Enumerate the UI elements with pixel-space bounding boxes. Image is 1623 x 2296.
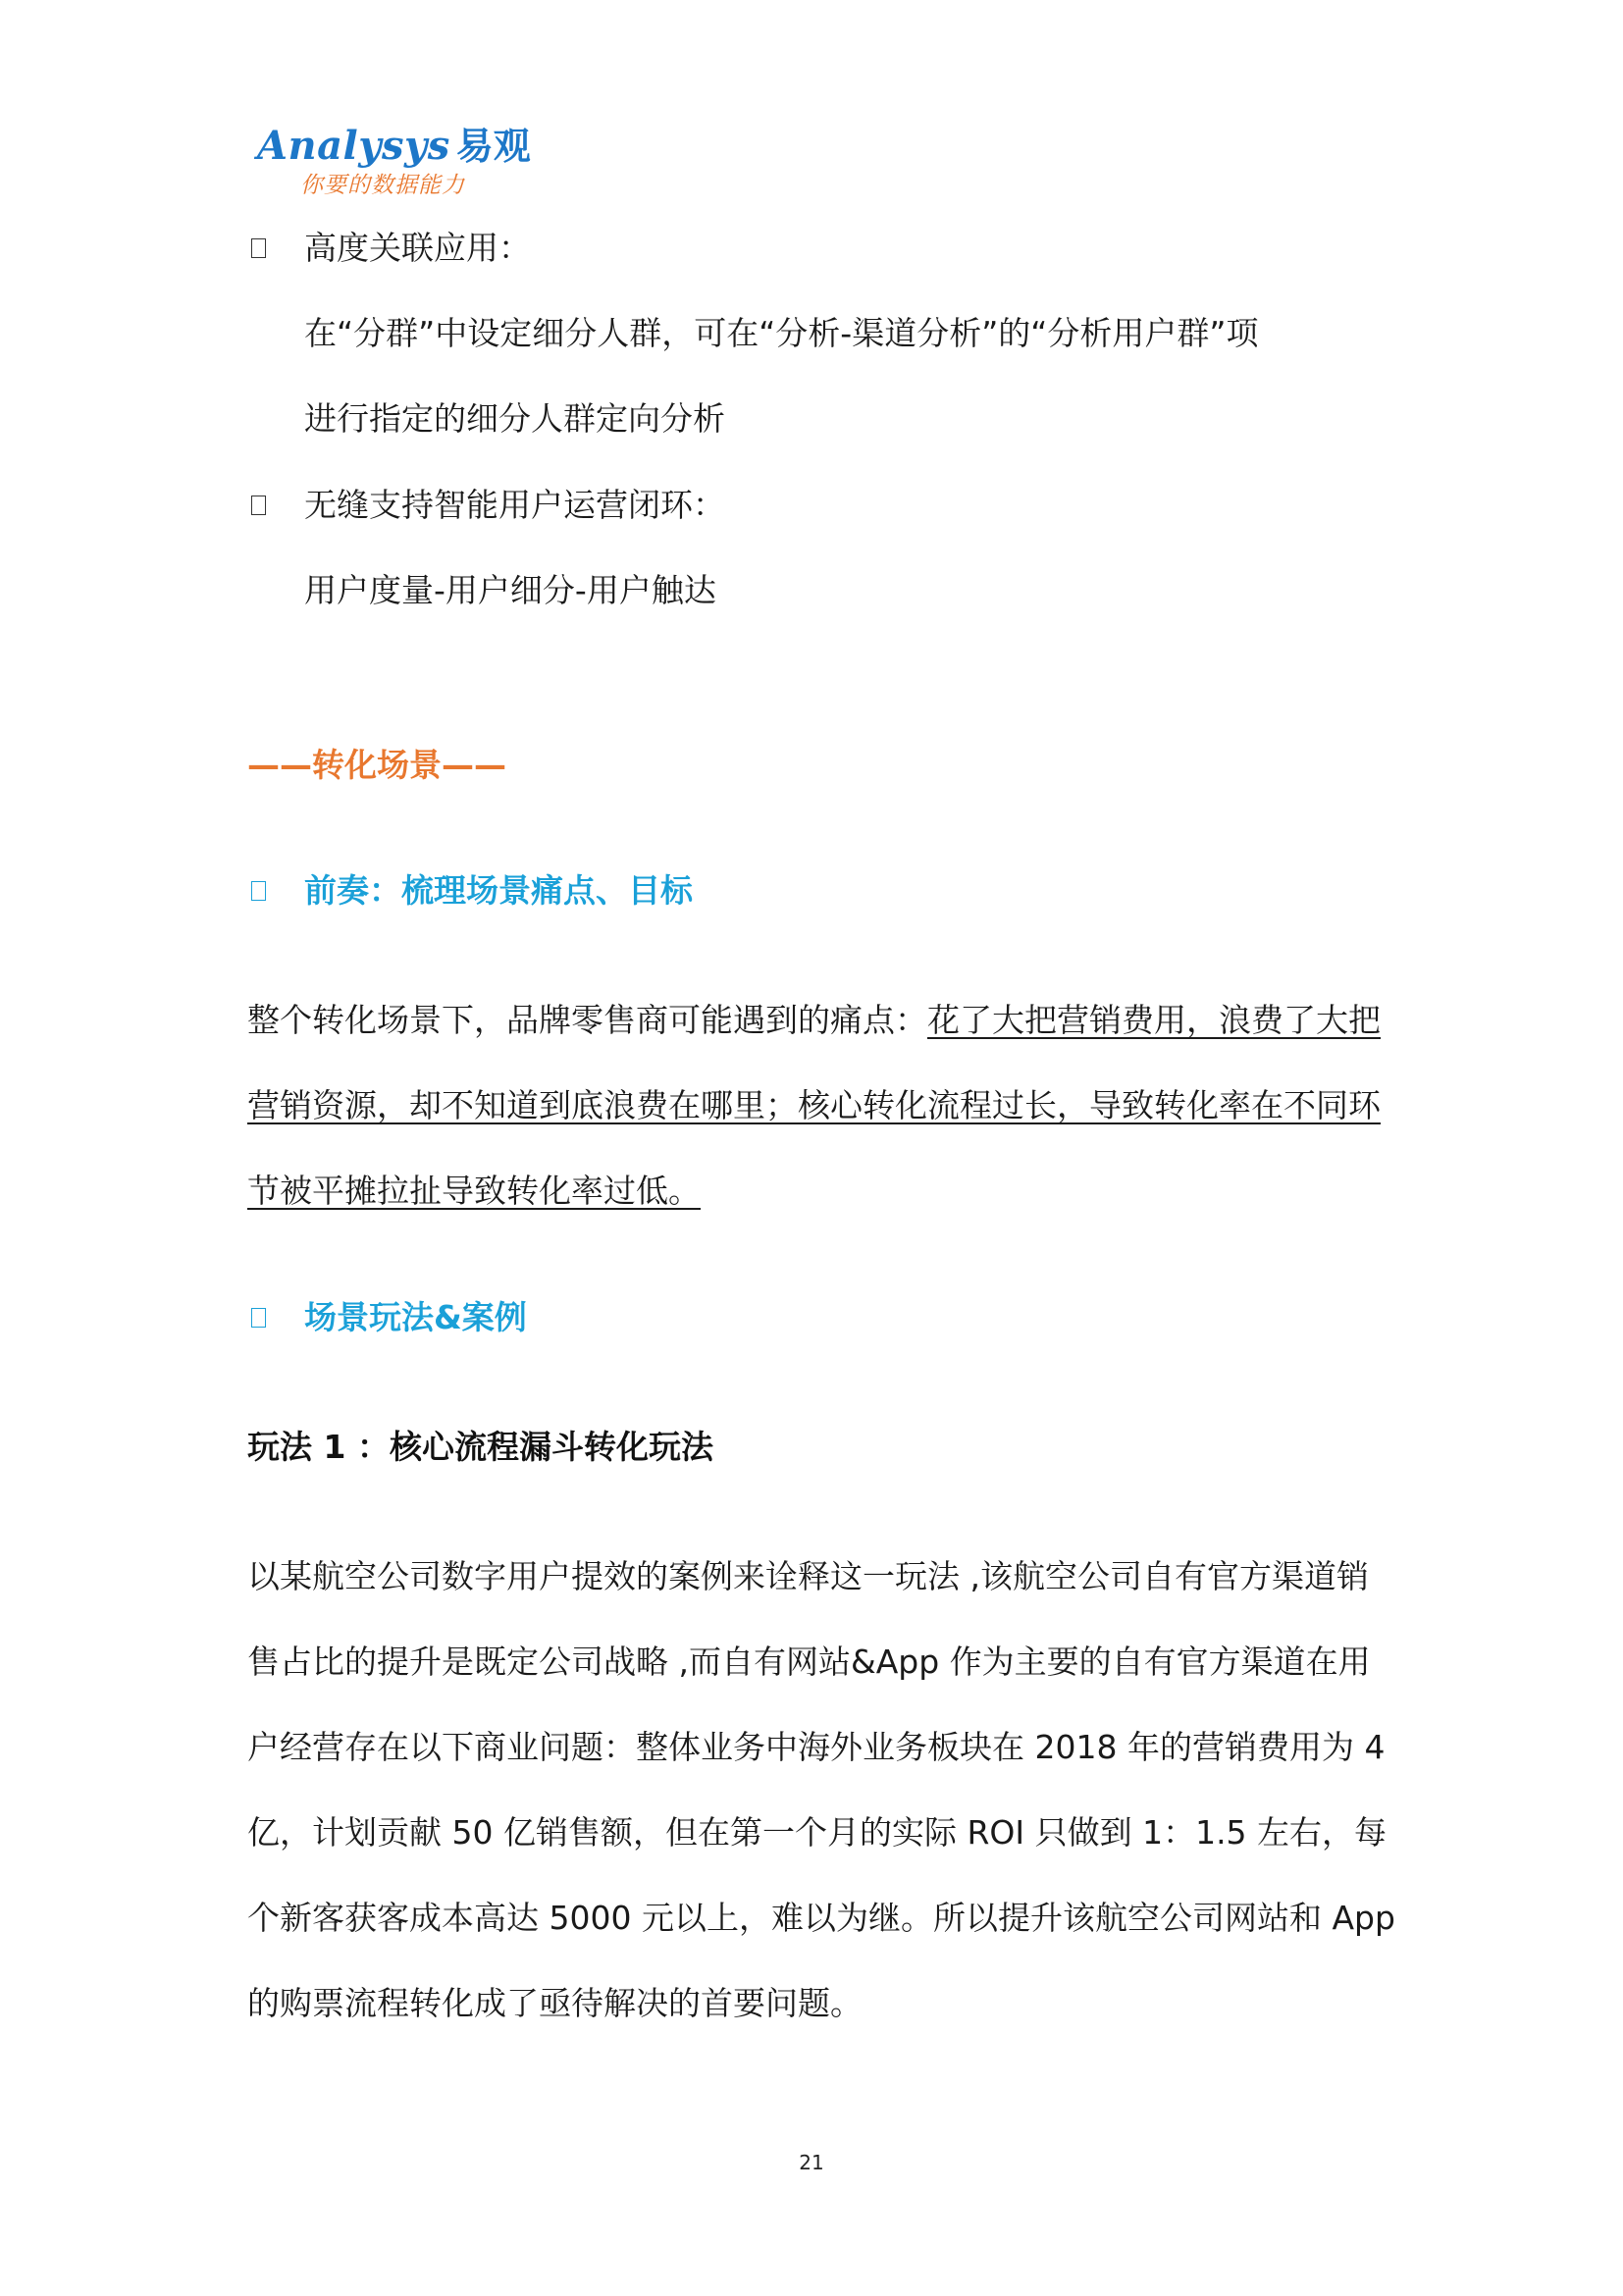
square-bullet-icon <box>251 1308 266 1328</box>
case-paragraph-line: 售占比的提升是既定公司战略 ,而自有网站&App 作为主要的自有官方渠道在用 <box>247 1643 1371 1681</box>
case-paragraph-line: 亿，计划贡献 50 亿销售额，但在第一个月的实际 ROI 只做到 1：1.5 左右，每 <box>247 1813 1387 1852</box>
heading-prelude: 前奏：梳理场景痛点、目标 <box>304 871 693 910</box>
case-paragraph-line: 的购票流程转化成了亟待解决的首要问题。 <box>247 1984 863 2022</box>
list-item-line: 进行指定的细分人群定向分析 <box>304 399 725 438</box>
pain-paragraph-line-3: 节被平摊拉扯导致转化率过低。 <box>247 1172 701 1210</box>
pain-paragraph-line-2: 营销资源，却不知道到底浪费在哪里；核心转化流程过长，导致转化率在不同环 <box>247 1086 1381 1124</box>
case-paragraph-line: 以某航空公司数字用户提效的案例来诠释这一玩法 ,该航空公司自有官方渠道销 <box>247 1557 1369 1595</box>
case-paragraph-line: 户经营存在以下商业问题：整体业务中海外业务板块在 2018 年的营销费用为 4 <box>247 1728 1386 1766</box>
heading-cases: 场景玩法&案例 <box>304 1298 527 1336</box>
pain-paragraph-line-1 <box>247 1001 1381 1040</box>
section-divider-title: ——转化场景—— <box>247 746 506 784</box>
list-item-title: 高度关联应用： <box>304 229 531 267</box>
square-bullet-icon <box>251 881 266 901</box>
logo-wordmark <box>257 116 531 167</box>
logo-slogan: 你要的数据能力 <box>300 173 465 198</box>
pain-intro: 整个转化场景下，品牌零售商可能遇到的痛点： <box>247 1001 927 1039</box>
case-paragraph-line: 个新客获客成本高达 5000 元以上，难以为继。所以提升该航空公司网站和 App <box>247 1899 1395 1937</box>
list-item-title: 无缝支持智能用户运营闭环： <box>304 486 725 524</box>
logo-chinese-name: 易观 <box>455 125 531 168</box>
page-number: 21 <box>799 2151 824 2174</box>
pain-highlight: 花了大把营销费用，浪费了大把 <box>927 1001 1381 1039</box>
logo-brand-text: nalysys <box>288 123 450 169</box>
square-bullet-icon <box>251 496 266 515</box>
list-item-line: 用户度量-用户细分-用户触达 <box>304 571 716 609</box>
list-item-line: 在“分群”中设定细分人群，可在“分析-渠道分析”的“分析用户群”项 <box>304 314 1259 352</box>
logo-brand-initial: A <box>257 123 288 169</box>
heading-play-1: 玩法 1 ：核心流程漏斗转化玩法 <box>247 1428 713 1466</box>
analysys-logo <box>257 116 531 204</box>
square-bullet-icon <box>251 238 266 258</box>
